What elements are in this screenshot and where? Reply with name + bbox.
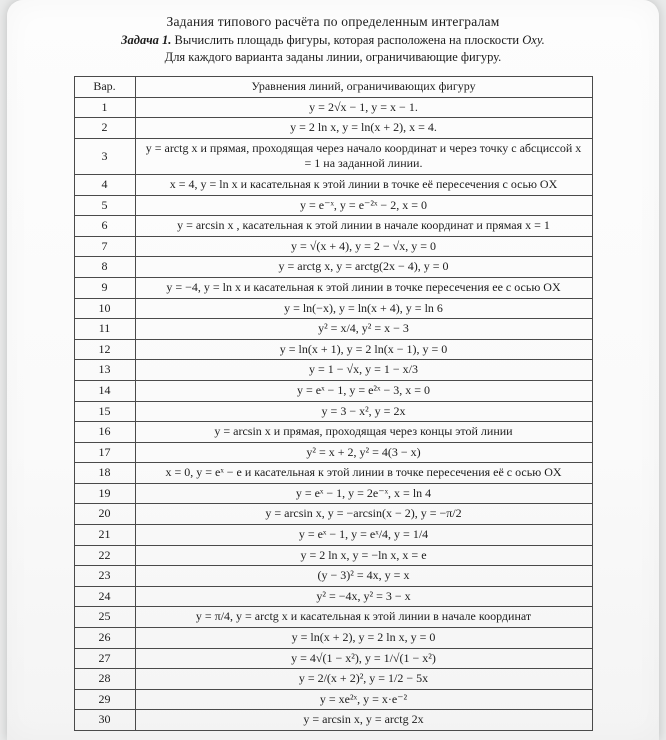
table-row xyxy=(74,463,592,484)
variant-equations: y = ln(x + 2), y = 2 ln x, y = 0 xyxy=(135,628,592,649)
variant-equations: y = 4√(1 − x²), y = 1/√(1 − x²) xyxy=(135,648,592,669)
header-variant-column: Вар. xyxy=(74,77,135,98)
variant-equations: y² = x + 2, y² = 4(3 − x) xyxy=(135,442,592,463)
table-row xyxy=(74,216,592,237)
variant-number: 20 xyxy=(74,504,135,525)
variant-equations: y² = x/4, y² = x − 3 xyxy=(135,319,592,340)
table-row xyxy=(74,380,592,401)
table-row xyxy=(74,319,592,340)
variant-equations: (y − 3)² = 4x, y = x xyxy=(135,566,592,587)
variant-number: 18 xyxy=(74,463,135,484)
variant-number: 6 xyxy=(74,216,135,237)
variant-equations: y = arcsin x и прямая, проходящая через концы этой линии xyxy=(135,422,592,443)
table-row xyxy=(74,422,592,443)
table-row xyxy=(74,442,592,463)
task-label: Задача 1. xyxy=(121,33,172,47)
variant-number: 9 xyxy=(74,277,135,298)
table-row xyxy=(74,525,592,546)
variant-equations: y = 3 − x², y = 2x xyxy=(135,401,592,422)
header-row xyxy=(74,77,592,98)
variants-table xyxy=(74,76,593,731)
table-row xyxy=(74,669,592,690)
table-row xyxy=(74,118,592,139)
variant-equations: y = 1 − √x, y = 1 − x/3 xyxy=(135,360,592,381)
variant-number: 12 xyxy=(74,339,135,360)
table-row xyxy=(74,277,592,298)
variant-number: 24 xyxy=(74,586,135,607)
variant-number: 13 xyxy=(74,360,135,381)
table-row xyxy=(74,607,592,628)
variant-number: 10 xyxy=(74,298,135,319)
variant-number: 3 xyxy=(74,138,135,174)
variant-equations: y = arcsin x, y = arctg 2x xyxy=(135,710,592,731)
variant-equations: y = eˣ − 1, y = e²ˣ − 3, x = 0 xyxy=(135,380,592,401)
variant-number: 2 xyxy=(74,118,135,139)
variant-number: 7 xyxy=(74,236,135,257)
variant-number: 15 xyxy=(74,401,135,422)
variant-number: 27 xyxy=(74,648,135,669)
table-row xyxy=(74,586,592,607)
variant-equations: y = eˣ − 1, y = 2e⁻ˣ, x = ln 4 xyxy=(135,483,592,504)
table-row xyxy=(74,97,592,118)
variant-number: 4 xyxy=(74,174,135,195)
variant-equations: y = arctg x и прямая, проходящая через начало координат и через точку с абсциссой x = 1 на заданной линии. xyxy=(135,138,592,174)
table-row xyxy=(74,174,592,195)
variant-equations: y = √(x + 4), y = 2 − √x, y = 0 xyxy=(135,236,592,257)
variant-number: 22 xyxy=(74,545,135,566)
table-row xyxy=(74,257,592,278)
variant-number: 28 xyxy=(74,669,135,690)
table-row xyxy=(74,138,592,174)
task-subtitle: Для каждого варианта заданы линии, ограничивающие фигуру. xyxy=(164,50,502,64)
variant-equations: y = 2/(x + 2)², y = 1/2 − 5x xyxy=(135,669,592,690)
variant-number: 16 xyxy=(74,422,135,443)
variant-number: 11 xyxy=(74,319,135,340)
variant-equations: y = 2√x − 1, y = x − 1. xyxy=(135,97,592,118)
variant-number: 8 xyxy=(74,257,135,278)
variant-number: 26 xyxy=(74,628,135,649)
variant-equations: y = xe²ˣ, y = x·e⁻² xyxy=(135,689,592,710)
variants-table-body xyxy=(74,97,592,730)
variant-number: 17 xyxy=(74,442,135,463)
table-row xyxy=(74,483,592,504)
table-row xyxy=(74,648,592,669)
task-text: Вычислить площадь фигуры, которая расположена на плоскости xyxy=(171,33,523,47)
task-statement xyxy=(7,33,659,48)
variant-number: 25 xyxy=(74,607,135,628)
table-row xyxy=(74,401,592,422)
variant-number: 30 xyxy=(74,710,135,731)
table-row xyxy=(74,504,592,525)
variant-equations: y = eˣ − 1, y = eˣ/4, y = 1/4 xyxy=(135,525,592,546)
variant-number: 1 xyxy=(74,97,135,118)
table-row xyxy=(74,628,592,649)
page-title: Задания типового расчёта по определенным интегралам xyxy=(166,14,500,29)
table-row xyxy=(74,360,592,381)
table-row xyxy=(74,545,592,566)
variant-number: 5 xyxy=(74,195,135,216)
variant-equations: y = arctg x, y = arctg(2x − 4), y = 0 xyxy=(135,257,592,278)
variant-equations: y = 2 ln x, y = ln(x + 2), x = 4. xyxy=(135,118,592,139)
variant-equations: y = ln(−x), y = ln(x + 4), y = ln 6 xyxy=(135,298,592,319)
table-row xyxy=(74,236,592,257)
table-row xyxy=(74,689,592,710)
variant-number: 19 xyxy=(74,483,135,504)
table-row xyxy=(74,339,592,360)
variant-equations: y = arcsin x , касательная к этой линии в начале координат и прямая x = 1 xyxy=(135,216,592,237)
variant-equations: y = π/4, y = arctg x и касательная к этой линии в начале координат xyxy=(135,607,592,628)
document-content xyxy=(7,0,659,731)
variant-equations: x = 4, y = ln x и касательная к этой линии в точке её пересечения с осью OX xyxy=(135,174,592,195)
variant-equations: x = 0, y = eˣ − e и касательная к этой линии в точке пересечения её с осью OX xyxy=(135,463,592,484)
variant-equations: y = arcsin x, y = −arcsin(x − 2), y = −π/2 xyxy=(135,504,592,525)
table-row xyxy=(74,298,592,319)
variant-equations: y = ln(x + 1), y = 2 ln(x − 1), y = 0 xyxy=(135,339,592,360)
variant-equations: y = 2 ln x, y = −ln x, x = e xyxy=(135,545,592,566)
document-sheet xyxy=(7,0,659,740)
variant-number: 23 xyxy=(74,566,135,587)
variant-equations: y² = −4x, y² = 3 − x xyxy=(135,586,592,607)
variant-number: 21 xyxy=(74,525,135,546)
variants-table-head xyxy=(74,77,592,98)
plane-label: Oxy. xyxy=(522,33,545,47)
table-row xyxy=(74,710,592,731)
table-row xyxy=(74,195,592,216)
variant-number: 29 xyxy=(74,689,135,710)
variant-number: 14 xyxy=(74,380,135,401)
variant-equations: y = −4, y = ln x и касательная к этой линии в точке пересечения ее с осью OX xyxy=(135,277,592,298)
header-equations-column: Уравнения линий, ограничивающих фигуру xyxy=(135,77,592,98)
table-row xyxy=(74,566,592,587)
variant-equations: y = e⁻ˣ, y = e⁻²ˣ − 2, x = 0 xyxy=(135,195,592,216)
